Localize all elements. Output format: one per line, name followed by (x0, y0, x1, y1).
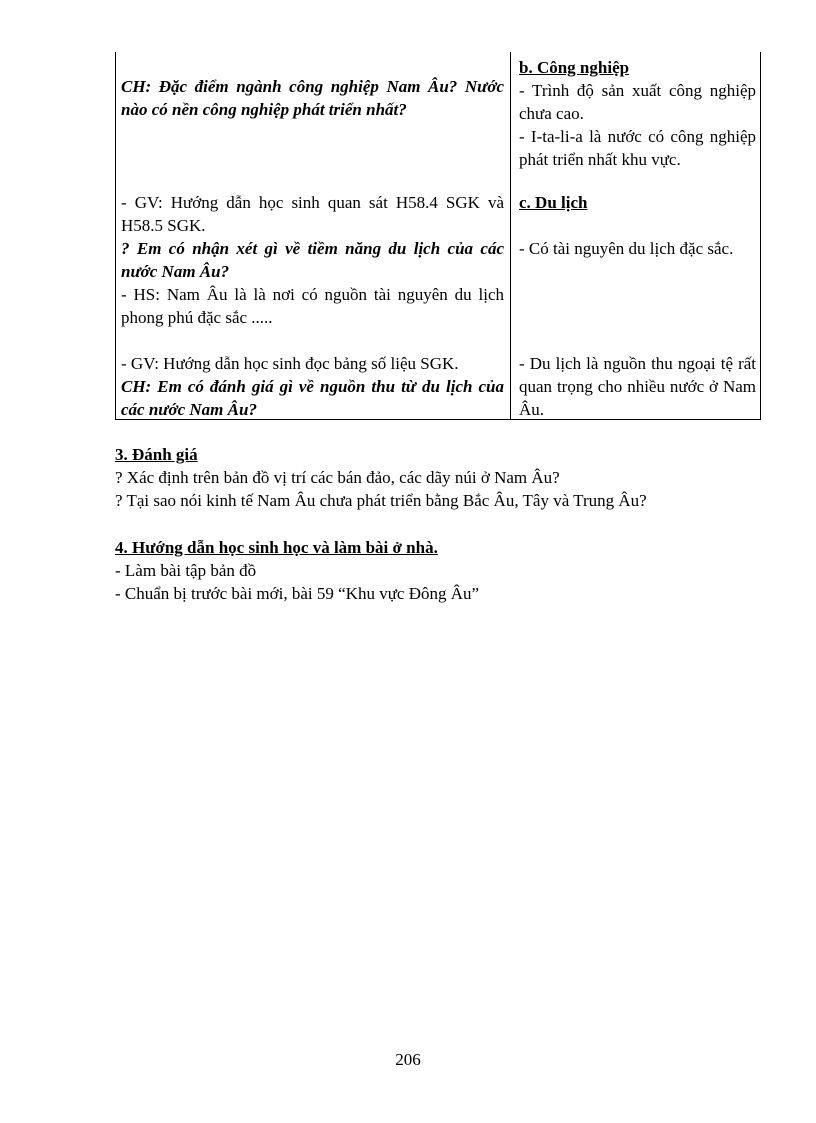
heading-tourism: c. Du lịch (519, 193, 588, 212)
heading-industry: b. Công nghiệp (519, 58, 630, 77)
homework-item-1: - Làm bài tập bản đồ (115, 561, 257, 580)
industry-point-1: - Trình độ sản xuất công nghiệp chưa cao. (519, 81, 756, 123)
tourism-revenue-point: - Du lịch là nguồn thu ngoại tệ rất quan trọng cho nhiều nước ở Nam Âu. (519, 354, 756, 419)
homework-item-2: - Chuẩn bị trước bài mới, bài 59 “Khu vực Đông Âu” (115, 584, 480, 603)
page-number: 206 (395, 1050, 421, 1069)
tourism-point-1: - Có tài nguyên du lịch đặc sắc. (519, 239, 734, 258)
column-divider (510, 52, 511, 419)
teacher-instruction-table: - GV: Hướng dẫn học sinh đọc bảng số liệu SGK. (121, 354, 459, 373)
teacher-instruction-observe: - GV: Hướng dẫn học sinh quan sát H58.4 SGK và H58.5 SGK. (121, 193, 504, 235)
section-homework (115, 536, 765, 605)
student-answer-tourism: - HS: Nam Âu là là nơi có nguồn tài nguyên du lịch phong phú đặc sắc ..... (121, 285, 504, 327)
row2-left-cell (121, 191, 504, 329)
question-tourism-revenue: CH: Em có đánh giá gì về nguồn thu từ du lịch của các nước Nam Âu? (121, 377, 504, 419)
question-industry: CH: Đặc điểm ngành công nghiệp Nam Âu? Nước nào có nền công nghiệp phát triển nhất? (121, 77, 504, 119)
row1-right-cell (519, 56, 756, 171)
row2-right-cell (519, 191, 756, 260)
evaluation-title: 3. Đánh giá (115, 445, 198, 464)
section-evaluation (115, 443, 765, 512)
evaluation-question-2: ? Tại sao nói kinh tế Nam Âu chưa phát triển bằng Bắc Âu, Tây và Trung Âu? (115, 491, 647, 510)
lesson-table (115, 52, 761, 420)
question-tourism-potential: ? Em có nhận xét gì về tiềm năng du lịch của các nước Nam Âu? (121, 239, 504, 281)
industry-point-2: - I-ta-li-a là nước có công nghiệp phát triển nhất khu vực. (519, 127, 756, 169)
row3-right-cell (519, 352, 756, 421)
evaluation-question-1: ? Xác định trên bản đồ vị trí các bán đảo, các dãy núi ở Nam Âu? (115, 468, 560, 487)
homework-title: 4. Hướng dẫn học sinh học và làm bài ở nhà. (115, 538, 438, 557)
row1-left-cell (121, 75, 504, 121)
row3-left-cell (121, 352, 504, 421)
